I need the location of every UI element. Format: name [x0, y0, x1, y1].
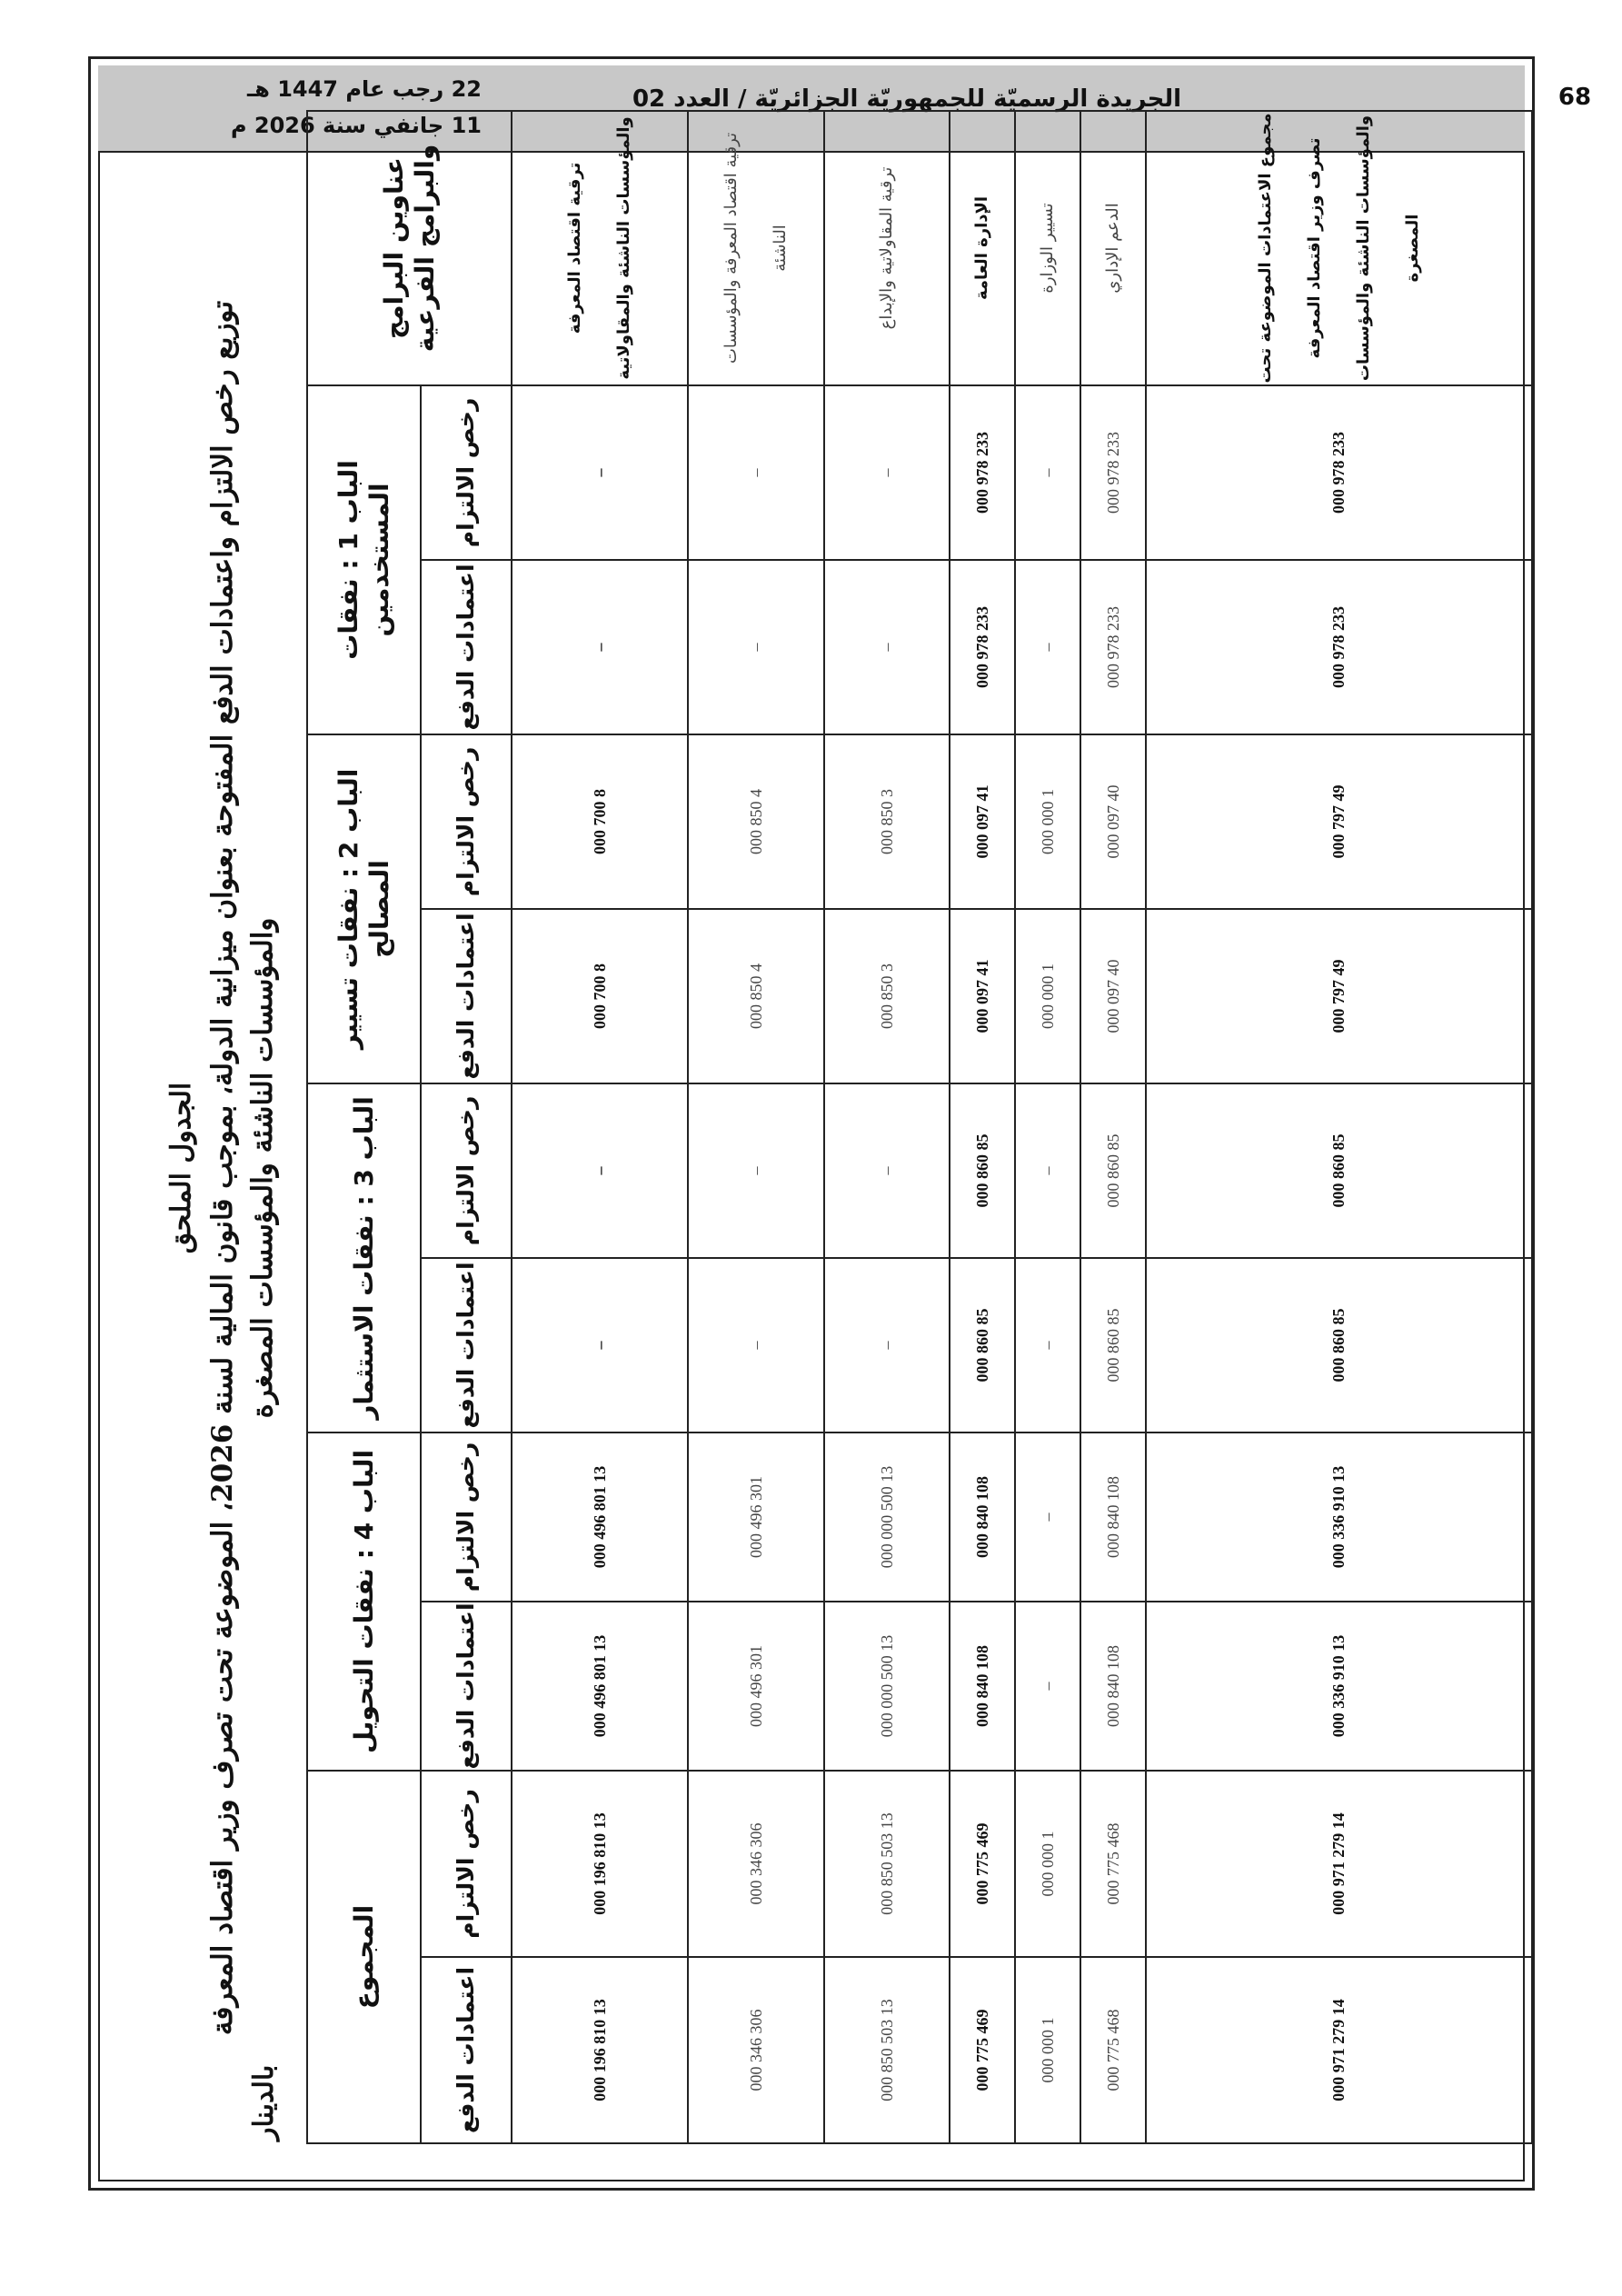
page-number: 68: [1557, 84, 1592, 111]
gazette-title: الجريدة الرسميّة للجمهوريّة الجزائريّة / العدد 02: [632, 85, 1182, 113]
amount-cell: –: [688, 560, 824, 734]
amount-cell: 233 978 000: [1146, 385, 1532, 560]
header-ae: رخص الالتزام: [421, 734, 512, 909]
table-row: [688, 111, 824, 2143]
amount-cell: 13 801 496 000: [512, 1433, 688, 1602]
amount-cell: 40 097 000: [1080, 909, 1146, 1083]
amount-cell: 469 775 000: [950, 1771, 1015, 1957]
header-cp: اعتمادات الدفع: [421, 560, 512, 734]
table-row: [1015, 111, 1080, 2143]
amount-cell: 3 850 000: [824, 734, 950, 909]
amount-cell: 1 000 000: [1015, 734, 1080, 909]
amount-cell: 13 503 850 000: [824, 1957, 950, 2143]
amount-cell: 41 097 000: [950, 909, 1015, 1083]
amount-cell: 108 840 000: [1080, 1433, 1146, 1602]
amount-cell: –: [1015, 560, 1080, 734]
amount-cell: 233 978 000: [1146, 560, 1532, 734]
program-label: ترقية اقتصاد المعرفة والمؤسسات الناشئة: [688, 111, 824, 385]
table-row: [950, 111, 1015, 2143]
header-total: المجموع: [307, 1771, 421, 2143]
header-cp: اعتمادات الدفع: [421, 1602, 512, 1771]
header-ae: رخص الالتزام: [421, 1433, 512, 1602]
amount-cell: 85 860 000: [1146, 1258, 1532, 1433]
amount-cell: 306 346 000: [688, 1957, 824, 2143]
amount-cell: –: [824, 385, 950, 560]
annex-title: الجدول الملحق: [165, 1082, 197, 1254]
date-hijri: 22 رجب عام 1447 هـ: [247, 76, 482, 102]
amount-cell: –: [512, 1258, 688, 1433]
amount-cell: –: [512, 1083, 688, 1258]
header-ae: رخص الالتزام: [421, 1771, 512, 1957]
program-label: ترقية المقاولاتية والإبداع: [824, 111, 950, 385]
amount-cell: 468 775 000: [1080, 1957, 1146, 2143]
amount-cell: 301 496 000: [688, 1602, 824, 1771]
amount-cell: 13 910 336 000: [1146, 1602, 1532, 1771]
amount-cell: 4 850 000: [688, 734, 824, 909]
program-label: الإدارة العامة: [950, 111, 1015, 385]
amount-cell: 85 860 000: [950, 1083, 1015, 1258]
header-chapter-4: الباب 4 : نفقات التحويل: [307, 1433, 421, 1771]
amount-cell: –: [512, 385, 688, 560]
amount-cell: 13 500 000 000: [824, 1433, 950, 1602]
amount-cell: –: [688, 1083, 824, 1258]
header-cp: اعتمادات الدفع: [421, 1957, 512, 2143]
header-cp: اعتمادات الدفع: [421, 1258, 512, 1433]
amount-cell: 8 700 000: [512, 734, 688, 909]
amount-cell: 13 810 196 000: [512, 1771, 688, 1957]
amount-cell: 233 978 000: [1080, 385, 1146, 560]
amount-cell: –: [688, 385, 824, 560]
program-label: الدعم الإداري: [1080, 111, 1146, 385]
amount-cell: –: [1015, 385, 1080, 560]
amount-cell: –: [824, 1258, 950, 1433]
program-label: مجموع الاعتمادات الموضوعة تحت تصرف وزير اقتصاد المعرفة والمؤسسات الناشئة والمؤسسات المصغرة: [1146, 111, 1532, 385]
amount-cell: 469 775 000: [950, 1957, 1015, 2143]
amount-cell: 301 496 000: [688, 1433, 824, 1602]
amount-cell: –: [1015, 1258, 1080, 1433]
amount-cell: 468 775 000: [1080, 1771, 1146, 1957]
main-title: توزيع رخص الالتزام واعتمادات الدفع المفتوحة بعنوان ميزانية الدولة، بموجب قانون المالية لسنة 2026، الموضوعة تحت تصرف وزير اقتصاد المعرفة والمؤسسات الناشئة والمؤسسات المصغرة: [206, 300, 279, 2036]
program-label: تسيير الوزارة: [1015, 111, 1080, 385]
amount-cell: 233 978 000: [950, 385, 1015, 560]
header-ae: رخص الالتزام: [421, 1083, 512, 1258]
amount-cell: –: [1015, 1083, 1080, 1258]
amount-cell: 1 000 000: [1015, 1771, 1080, 1957]
table-row: [1146, 111, 1532, 2143]
amount-cell: 4 850 000: [688, 909, 824, 1083]
amount-cell: 1 000 000: [1015, 909, 1080, 1083]
amount-cell: 40 097 000: [1080, 734, 1146, 909]
amount-cell: 13 503 850 000: [824, 1771, 950, 1957]
amount-cell: 49 797 000: [1146, 734, 1532, 909]
amount-cell: –: [688, 1258, 824, 1433]
amount-cell: 233 978 000: [950, 560, 1015, 734]
amount-cell: –: [824, 560, 950, 734]
header-programs: عناوين البرامج والبرامج الفرعية: [307, 111, 512, 385]
table-row: [1080, 111, 1146, 2143]
amount-cell: 13 801 496 000: [512, 1602, 688, 1771]
amount-cell: 3 850 000: [824, 909, 950, 1083]
header-chapter-3: الباب 3 : نفقات الاستثمار: [307, 1083, 421, 1433]
amount-cell: –: [512, 560, 688, 734]
amount-cell: 85 860 000: [950, 1258, 1015, 1433]
amount-cell: 85 860 000: [1080, 1258, 1146, 1433]
credits-table: [306, 110, 1533, 2144]
amount-cell: 108 840 000: [950, 1602, 1015, 1771]
header-cp: اعتمادات الدفع: [421, 909, 512, 1083]
amount-cell: –: [1015, 1602, 1080, 1771]
header-ae: رخص الالتزام: [421, 385, 512, 560]
amount-cell: 108 840 000: [1080, 1602, 1146, 1771]
amount-cell: 13 810 196 000: [512, 1957, 688, 2143]
amount-cell: 14 279 971 000: [1146, 1957, 1532, 2143]
date-gregorian: 11 جانفي سنة 2026 م: [230, 113, 482, 138]
amount-cell: 85 860 000: [1080, 1083, 1146, 1258]
amount-cell: 1 000 000: [1015, 1957, 1080, 2143]
program-label: ترقية اقتصاد المعرفة والمؤسسات الناشئة والمقاولاتية: [512, 111, 688, 385]
amount-cell: 14 279 971 000: [1146, 1771, 1532, 1957]
amount-cell: –: [1015, 1433, 1080, 1602]
amount-cell: 306 346 000: [688, 1771, 824, 1957]
amount-cell: 85 860 000: [1146, 1083, 1532, 1258]
amount-cell: 13 910 336 000: [1146, 1433, 1532, 1602]
amount-cell: 108 840 000: [950, 1433, 1015, 1602]
table-body: [512, 111, 1532, 2143]
amount-cell: 49 797 000: [1146, 909, 1532, 1083]
amount-cell: 8 700 000: [512, 909, 688, 1083]
currency-unit: بالدينار: [248, 2064, 280, 2141]
amount-cell: 41 097 000: [950, 734, 1015, 909]
amount-cell: 233 978 000: [1080, 560, 1146, 734]
amount-cell: –: [824, 1083, 950, 1258]
header-chapter-2: الباب 2 : نفقات تسيير المصالح: [307, 734, 421, 1083]
table-row: [512, 111, 688, 2143]
header-chapter-1: الباب 1 : نفقات المستخدمين: [307, 385, 421, 734]
amount-cell: 13 500 000 000: [824, 1602, 950, 1771]
table-row: [824, 111, 950, 2143]
